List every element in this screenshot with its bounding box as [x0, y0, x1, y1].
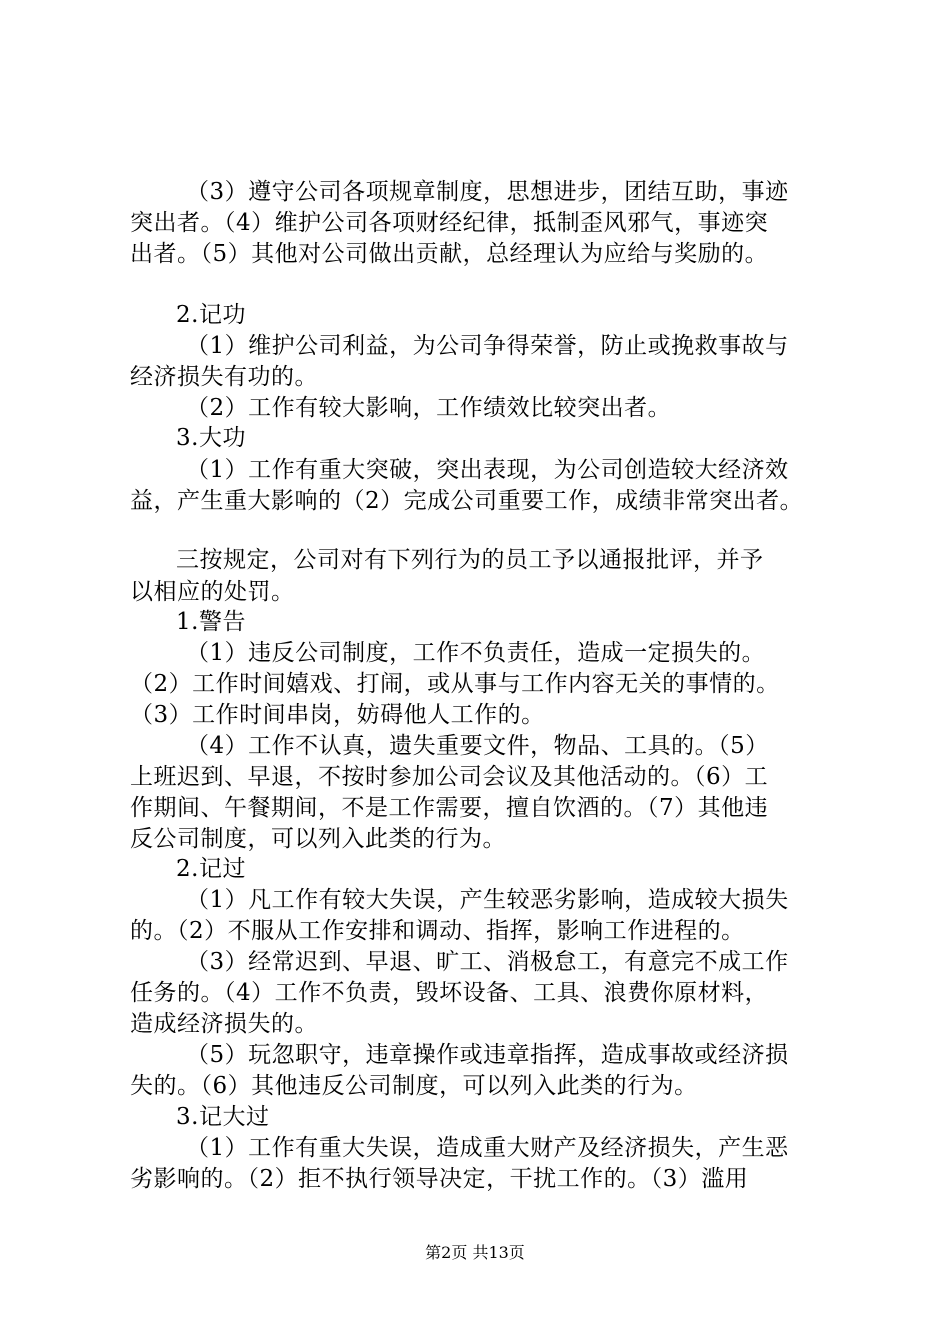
text-line: （2）工作有较大影响，工作绩效比较突出者。 — [186, 395, 672, 421]
text-line: （3）经常迟到、早退、旷工、消极怠工，有意完不成工作 — [186, 949, 789, 975]
text-line: 任务的。（4）工作不负责，毁坏设备、工具、浪费你原材料， — [130, 980, 769, 1006]
text-line: 出者。（5）其他对公司做出贡献，总经理认为应给与奖励的。 — [130, 241, 769, 267]
text-line: 经济损失有功的。 — [130, 364, 318, 390]
section-heading: 3.记大过 — [176, 1104, 270, 1130]
text-line: 突出者。（4）维护公司各项财经纪律，抵制歪风邪气，事迹突 — [130, 210, 769, 236]
section-heading: 2.记功 — [176, 302, 246, 328]
text-line: （1）凡工作有较大失误，产生较恶劣影响，造成较大损失 — [186, 887, 789, 913]
text-line: 失的。（6）其他违反公司制度，可以列入此类的行为。 — [130, 1073, 698, 1099]
text-line: 作期间、午餐期间，不是工作需要，擅自饮酒的。（7）其他违 — [130, 795, 769, 821]
text-line: （3）遵守公司各项规章制度，思想进步，团结互助，事迹 — [186, 179, 789, 205]
text-line: （3）工作时间串岗，妨碍他人工作的。 — [130, 702, 545, 728]
section-heading: 1.警告 — [176, 609, 246, 635]
text-line: 以相应的处罚。 — [130, 579, 295, 605]
text-line: 上班迟到、早退，不按时参加公司会议及其他活动的。（6）工 — [130, 764, 769, 790]
text-line: 造成经济损失的。 — [130, 1011, 318, 1037]
text-line: （1）工作有重大突破，突出表现，为公司创造较大经济效 — [186, 457, 789, 483]
text-line: （1）维护公司利益，为公司争得荣誉，防止或挽救事故与 — [186, 333, 789, 359]
page-footer: 第2页 共13页 — [425, 1243, 525, 1262]
text-line: （5）玩忽职守，违章操作或违章指挥，造成事故或经济损 — [186, 1042, 789, 1068]
section-heading: 3.大功 — [176, 425, 246, 451]
text-line: （4）工作不认真，遗失重要文件，物品、工具的。（5） — [186, 733, 769, 759]
text-line: 反公司制度，可以列入此类的行为。 — [130, 826, 506, 852]
text-line: 益，产生重大影响的（2）完成公司重要工作，成绩非常突出者。 — [130, 488, 804, 514]
text-line: 劣影响的。（2）拒不执行领导决定，干扰工作的。（3）滥用 — [130, 1166, 749, 1192]
text-line: （2）工作时间嬉戏、打闹，或从事与工作内容无关的事情的。 — [130, 671, 780, 697]
text-line: （1）违反公司制度，工作不负责任，造成一定损失的。 — [186, 640, 766, 666]
section-heading: 2.记过 — [176, 856, 246, 882]
text-line: 三按规定，公司对有下列行为的员工予以通报批评，并予 — [176, 547, 764, 573]
text-line: （1）工作有重大失误，造成重大财产及经济损失，产生恶 — [186, 1135, 789, 1161]
text-line: 的。（2）不服从工作安排和调动、指挥，影响工作进程的。 — [130, 918, 745, 944]
